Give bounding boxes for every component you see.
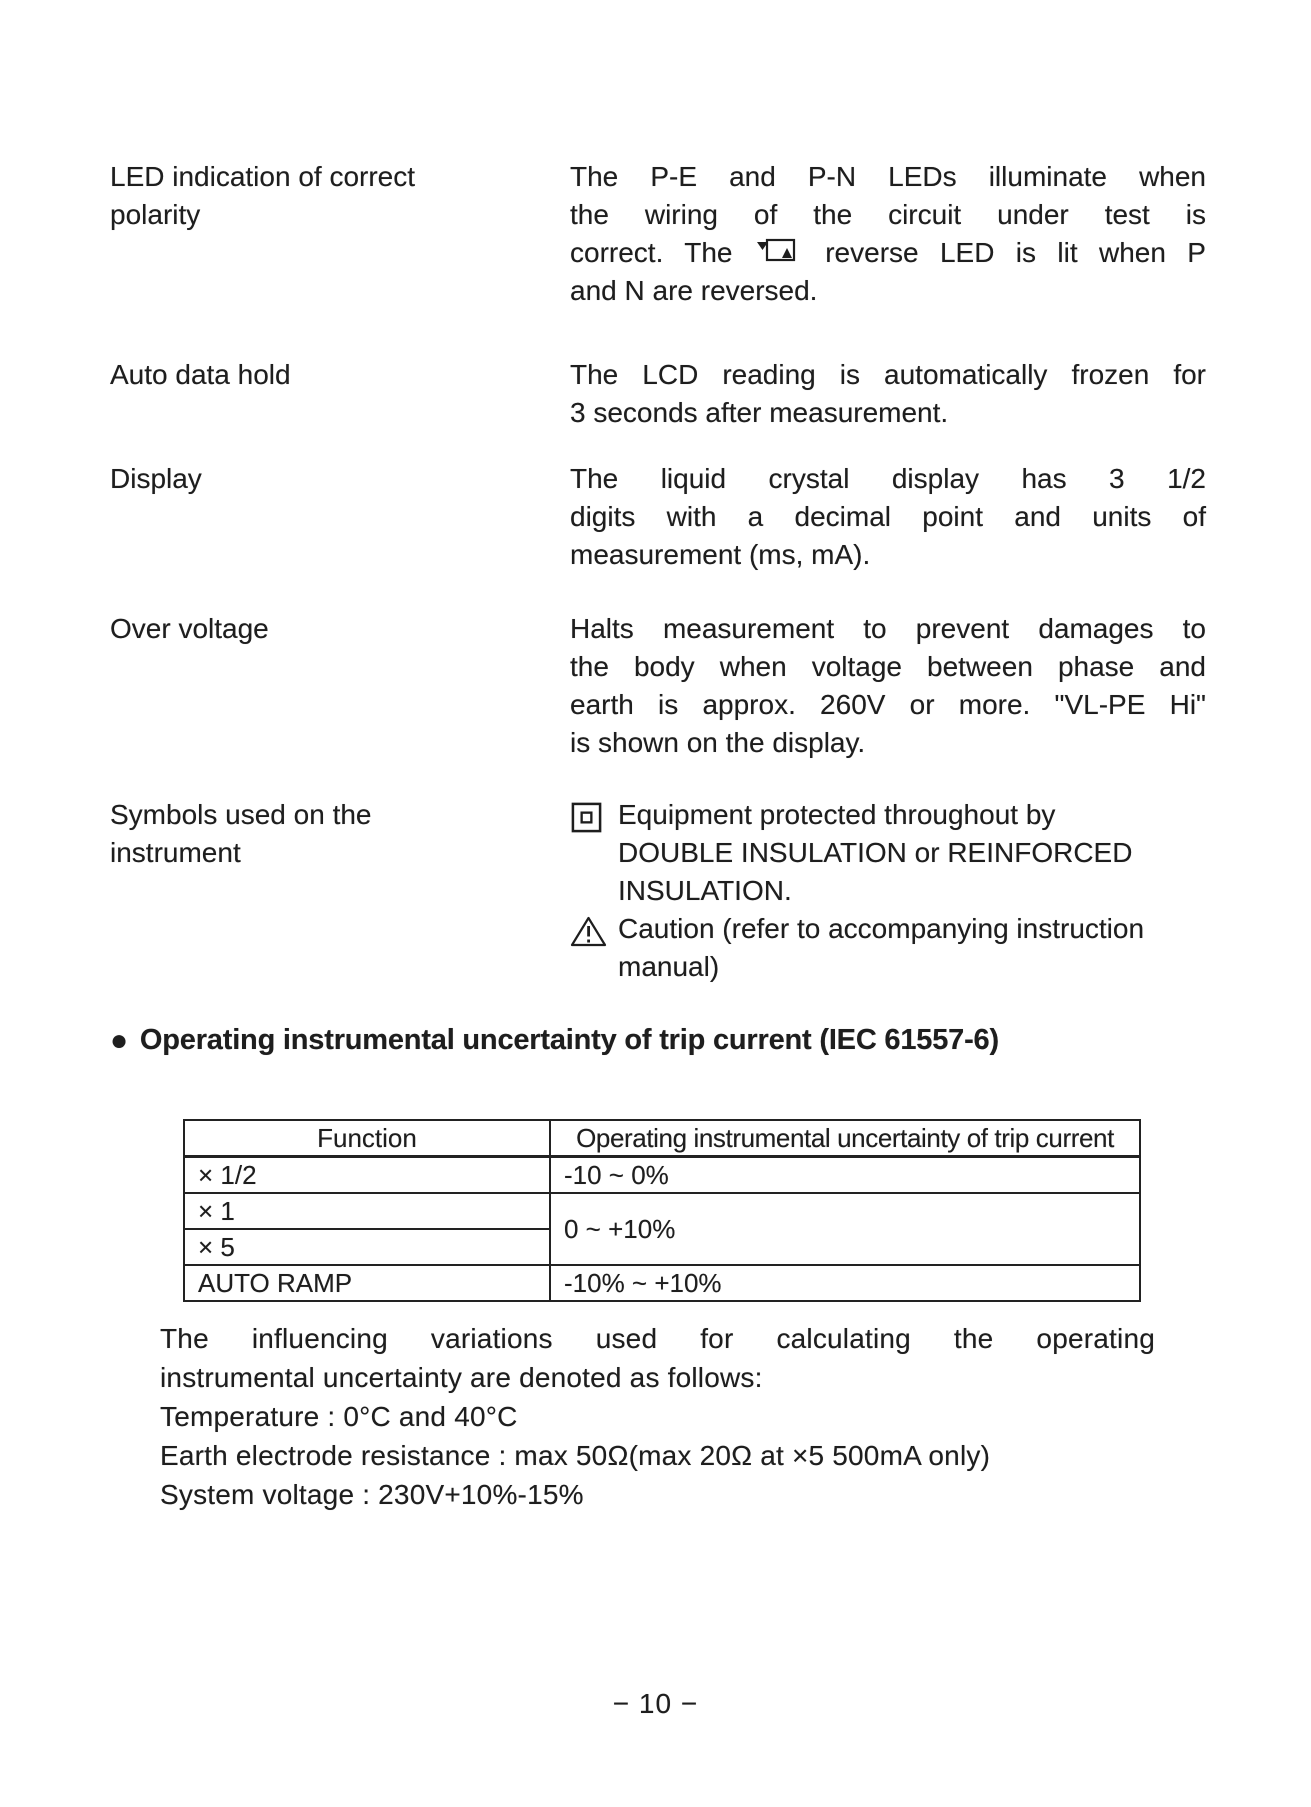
table-cell-function: × 1 <box>184 1193 550 1229</box>
page-number: − 10 − <box>612 1688 699 1719</box>
spec-term-label: Over voltage <box>110 613 269 644</box>
spec-description-line: and N are reversed. <box>570 275 818 306</box>
spec-description <box>570 158 1206 310</box>
note-line: Earth electrode resistance : max 50Ω(max 20Ω at ×5 500mA only) <box>160 1440 991 1471</box>
spec-term <box>110 356 570 432</box>
symbol-item-double-insulation <box>570 796 1206 910</box>
spec-description-line: digits with a decimal point and units of <box>570 501 1206 532</box>
spec-term-label: instrument <box>110 837 241 868</box>
spec-description-line <box>570 234 1206 272</box>
spec-description-line: The liquid crystal display has 3 1/2 <box>570 463 1206 494</box>
spec-row-over-voltage <box>110 610 1206 762</box>
spec-description-text: correct. The <box>570 237 733 268</box>
spec-description-text: reverse LED is lit when P <box>825 237 1206 268</box>
spec-description-line: is shown on the display. <box>570 727 866 758</box>
spec-row-symbols <box>110 796 1206 986</box>
spec-description <box>570 356 1206 432</box>
table-header-row <box>184 1120 1140 1157</box>
symbol-description-line: INSULATION. <box>618 875 792 906</box>
table-cell-function: × 1/2 <box>184 1157 550 1194</box>
spec-term <box>110 460 570 574</box>
spec-term-label: Display <box>110 463 202 494</box>
table-cell-uncertainty: -10 ~ 0% <box>550 1157 1140 1194</box>
symbol-description-line: Equipment protected throughout by <box>618 799 1056 830</box>
spec-term-label: LED indication of correct <box>110 161 416 192</box>
spec-term-label: Auto data hold <box>110 359 291 390</box>
spec-description-line: The LCD reading is automatically frozen for <box>570 359 1206 390</box>
influencing-variations-notes <box>160 1319 1155 1514</box>
symbol-description-line: DOUBLE INSULATION or REINFORCED <box>618 837 1133 868</box>
spec-description <box>570 796 1206 986</box>
spec-description-line: 3 seconds after measurement. <box>570 397 949 428</box>
table-row <box>184 1265 1140 1301</box>
table-row <box>184 1157 1140 1194</box>
symbol-description <box>618 910 1206 986</box>
section-heading <box>110 1021 999 1060</box>
table-header-function: Function <box>184 1120 550 1157</box>
spec-row-auto-data-hold <box>110 356 1206 432</box>
symbol-description-line: manual) <box>618 951 720 982</box>
spec-description-line: the body when voltage between phase and <box>570 651 1206 682</box>
spec-description-line: the wiring of the circuit under test is <box>570 199 1206 230</box>
table-cell-function: AUTO RAMP <box>184 1265 550 1301</box>
uncertainty-table <box>183 1119 1141 1302</box>
caution-icon <box>570 910 618 986</box>
note-line: Temperature : 0°C and 40°C <box>160 1401 518 1432</box>
spec-description-line: The P-E and P-N LEDs illuminate when <box>570 161 1206 192</box>
note-line: System voltage : 230V+10%-15% <box>160 1479 584 1510</box>
spec-description <box>570 610 1206 762</box>
section-bullet-icon: ● <box>110 1024 128 1057</box>
table-row <box>184 1193 1140 1229</box>
spec-term-label: Symbols used on the <box>110 799 372 830</box>
section-heading-text: Operating instrumental uncertainty of trip current (IEC 61557-6) <box>139 1024 999 1056</box>
note-line: The influencing variations used for calculating the operating <box>160 1323 1155 1354</box>
table-header-uncertainty: Operating instrumental uncertainty of trip current <box>550 1120 1140 1157</box>
spec-description-line: earth is approx. 260V or more. "VL-PE Hi" <box>570 689 1206 720</box>
note-line: instrumental uncertainty are denoted as follows: <box>160 1362 763 1393</box>
spec-term-label: polarity <box>110 199 201 230</box>
table-cell-uncertainty: 0 ~ +10% <box>550 1193 1140 1265</box>
spec-description-line: measurement (ms, mA). <box>570 539 871 570</box>
double-insulation-icon <box>570 796 618 910</box>
symbol-description <box>618 796 1206 910</box>
spec-description-line: Halts measurement to prevent damages to <box>570 613 1206 644</box>
table-cell-function: × 5 <box>184 1229 550 1265</box>
table-cell-uncertainty: -10% ~ +10% <box>550 1265 1140 1301</box>
reverse-polarity-icon <box>756 234 802 268</box>
spec-term <box>110 158 570 310</box>
symbol-description-line: Caution (refer to accompanying instruction <box>618 913 1145 944</box>
spec-term <box>110 796 570 986</box>
spec-term <box>110 610 570 762</box>
symbol-item-caution <box>570 910 1206 986</box>
spec-row-led-indication <box>110 158 1206 310</box>
spec-description <box>570 460 1206 574</box>
spec-row-display <box>110 460 1206 574</box>
